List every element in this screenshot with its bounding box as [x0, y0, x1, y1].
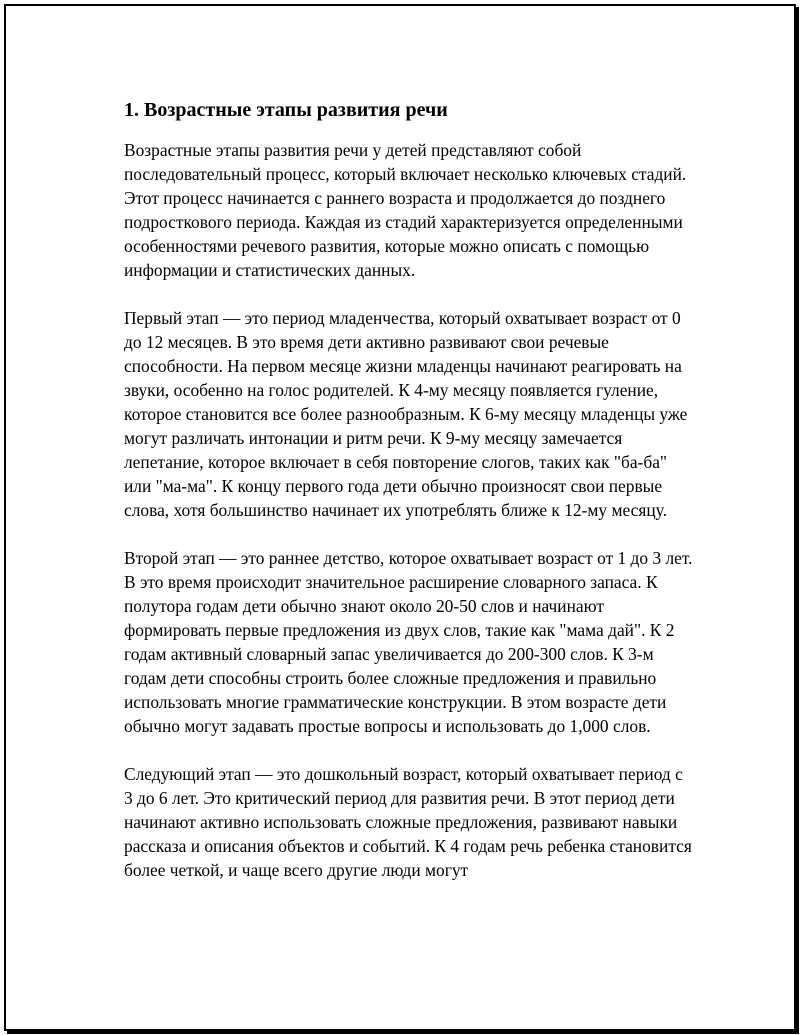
page-frame — [4, 4, 796, 1031]
section-heading: 1. Возрастные этапы развития речи — [124, 99, 448, 121]
paragraph-infancy: Первый этап — это период младенчества, который охватывает возраст от 0 до 12 месяцев. В это время дети активно развивают свои речевые способности. На первом месяце жизни младенцы начинают реагировать на звуки, особенно на голос родителей. К 4-му месяцу появляется гуление, которое становится все более разнообразным. К 6-му месяцу младенцы уже могут различать интонации и ритм речи. К 9-му месяцу замечается лепетание, которое включает в себя повторение слогов, таких как "ба-ба" или "ма-ма". К концу первого года дети обычно произносят свои первые слова, хотя большинство начинает их употреблять ближе к 12-му месяцу. — [124, 308, 688, 520]
paragraph-intro: Возрастные этапы развития речи у детей представляют собой последовательный процесс, который включает несколько ключевых стадий. Этот процесс начинается с раннего возраста и продолжается до позднего подросткового периода. Каждая из стадий характеризуется определенными особенностями речевого развития, которые можно описать с помощью информации и статистических данных. — [124, 140, 687, 280]
paragraph-preschool: Следующий этап — это дошкольный возраст, который охватывает период с 3 до 6 лет. Это критический период для развития речи. В этот период дети начинают активно использовать сложные предложения, развивают навыки рассказа и описания объектов и событий. К 4 годам речь ребенка становится более четкой, и чаще всего другие люди могут — [124, 764, 692, 880]
paragraph-early-childhood: Второй этап — это раннее детство, которое охватывает возраст от 1 до 3 лет. В это время происходит значительное расширение словарного запаса. К полутора годам дети обычно знают около 20-50 слов и начинают формировать первые предложения из двух слов, такие как "мама дай". К 2 годам активный словарный запас увеличивается до 200-300 слов. К 3-м годам дети способны строить более сложные предложения и правильно использовать многие грамматические конструкции. В этом возрасте дети обычно могут задавать простые вопросы и использовать до 1,000 слов. — [124, 548, 693, 736]
document-body — [124, 98, 694, 882]
